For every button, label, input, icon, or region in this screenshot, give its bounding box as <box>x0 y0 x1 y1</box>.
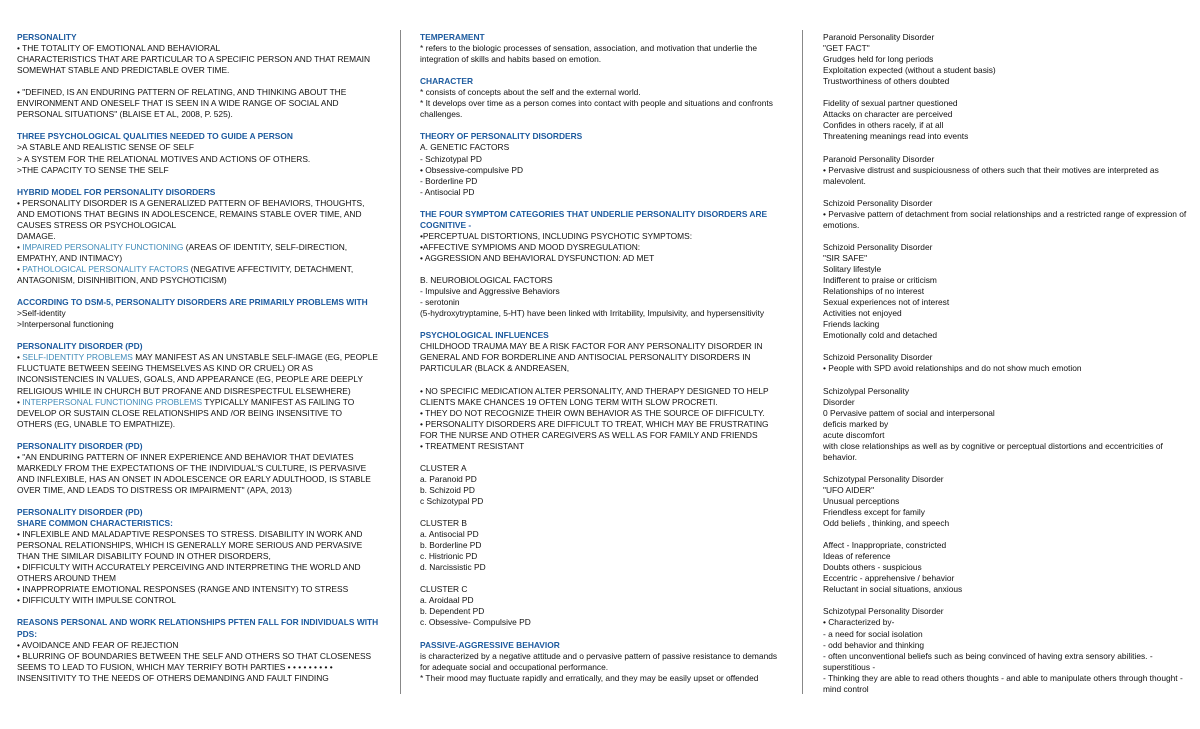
passive-aggressive-heading: PASSIVE-AGGRESSIVE BEHAVIOR <box>420 639 560 650</box>
cluster-c-item: c. Obsessive- Compulsive PD <box>420 617 531 628</box>
theory-item: • Obsessive-compulsive PD <box>420 164 523 175</box>
personality-text: CHARACTERISTICS THAT ARE PARTICULAR TO A SPECIFIC PERSON AND THAT REMAIN SOMEWHAT STABLE AND PREDICTABLE OVER TIME. <box>17 54 371 76</box>
cluster-b-item: d. Narcissistic PD <box>420 562 486 573</box>
neuro-item: B. NEUROBIOLOGICAL FACTORS <box>420 275 553 286</box>
character-text: * consists of concepts about the self and the external world. <box>420 87 641 98</box>
three-qualities-item: >A STABLE AND REALISTIC SENSE OF SELF <box>17 142 194 153</box>
pd-characteristic: • INFLEXIBLE AND MALADAPTIVE RESPONSES TO STRESS. DISABILITY IN WORK AND PERSONAL RELATIONSHIPS, WHICH IS GENERALLY MORE SERIOUS AND PERVASIVE THAN THE SIMILAR DISABILITY FOUND IN OTHER DISORDERS, <box>17 529 363 562</box>
pd-characteristic: • DIFFICULTY WITH IMPULSE CONTROL <box>17 595 176 606</box>
psychological-item: • NO SPECIFIC MEDICATION ALTER PERSONALITY, AND THERAPY DESIGNED TO HELP CLIENTS MAKE CHANCES 19 OFTEN LONG TERM WITH SLOW PROCRETI. <box>420 385 769 407</box>
schizotypal-item: - odd behavior and thinking <box>823 639 925 650</box>
pd-heading: PERSONALITY DISORDER (PD) <box>17 341 143 352</box>
schizotypal-item: Ideas of reference <box>823 551 891 562</box>
neuro-item: - serotonin <box>420 297 460 308</box>
column-middle <box>420 32 778 684</box>
schizoid-item: Friends lacking <box>823 319 880 330</box>
highlight-term: PATHOLOGICAL PERSONALITY FACTORS <box>22 263 189 274</box>
schizotypal-title: Schizolypal Personality <box>823 385 910 396</box>
schizotypal-item: 0 Pervasive pattem of social and interpersonal <box>823 407 995 418</box>
cluster-a-item: c Schizotypal PD <box>420 495 484 506</box>
pd-characteristic: • DIFFICULTY WITH ACCURATELY PERCEIVING AND INTERPRETING THE WORLD AND OTHERS AROUND THEM <box>17 562 361 584</box>
paranoid-item: Threatening meanings read into events <box>823 131 969 142</box>
personality-heading: PERSONALITY <box>17 32 77 42</box>
column-divider-left <box>400 30 401 694</box>
schizotypal-title: Schizotypal Personality Disorder <box>823 473 944 484</box>
column-right <box>823 32 1188 695</box>
cluster-a-item: a. Paranoid PD <box>420 473 477 484</box>
cluster-b-title: CLUSTER B <box>420 518 468 529</box>
reasons-heading: REASONS PERSONAL AND WORK RELATIONSHIPS PFTEN FALL FOR INDIVIDUALS WITH PDS: <box>17 617 379 639</box>
cluster-b-item: a. Antisocial PD <box>420 529 479 540</box>
paranoid-mnemonic: "GET FACT" <box>823 43 870 54</box>
pd-heading: PERSONALITY DISORDER (PD) <box>17 440 143 451</box>
character-text: * It develops over time as a person comes into contact with people and situations and confronts challenges. <box>420 98 773 120</box>
paranoid-definition: • Pervasive distrust and suspiciousness of others such that their motives are interpreted as malevolent. <box>823 164 1159 186</box>
paranoid-item: Confides in others racely, if at all <box>823 120 944 131</box>
dsm5-item: >Interpersonal functioning <box>17 319 114 330</box>
schizotypal-item: with close relationships as well as by cognitive or perceptual distortions and eccentricities of behavior. <box>823 440 1163 462</box>
personality-text: • THE TOTALITY OF EMOTIONAL AND BEHAVIORAL <box>17 43 221 54</box>
personality-definition: • "DEFINED, IS AN ENDURING PATTERN OF RELATING, AND THINKING ABOUT THE ENVIRONMENT AND ONESELF THAT IS SEEN IN A WIDE RANGE OF SOCIAL AND PERSONAL SITUATIONS" (BLAISE ET AL, 2008, P. 525). <box>17 87 347 120</box>
column-divider-right <box>802 30 803 694</box>
neuro-item: - Impulsive and Aggressive Behaviors <box>420 286 560 297</box>
schizoid-definition: • People with SPD avoid relationships and do not show much emotion <box>823 363 1082 374</box>
passive-aggressive-text: is characterized by a negative attitude and o pervasive pattern of passive resistance to demands for adequate social and occupational performance. <box>420 650 778 672</box>
pd-heading: PERSONALITY DISORDER (PD) <box>17 507 143 518</box>
schizotypal-item: Eccentric - apprehensive / behavior <box>823 573 955 584</box>
dsm5-heading: ACCORDING TO DSM-5, PERSONALITY DISORDERS ARE PRIMARILY PROBLEMS WITH <box>17 297 368 308</box>
hybrid-model-item: • IMPAIRED PERSONALITY FUNCTIONING (AREAS OF IDENTITY, SELF-DIRECTION, EMPATHY, AND INTIMACY) <box>17 241 348 263</box>
hybrid-model-text: DAMAGE. <box>17 230 56 241</box>
dsm5-item: >Self-identity <box>17 308 66 319</box>
schizotypal-item: - a need for social isolation <box>823 628 923 639</box>
schizotypal-item: deficis marked by <box>823 418 889 429</box>
paranoid-title: Paranoid Personality Disorder <box>823 32 935 42</box>
hybrid-model-text: • PERSONALITY DISORDER IS A GENERALIZED PATTERN OF BEHAVIORS, THOUGHTS, AND EMOTIONS THAT BEGINS IN ADOLESCENCE, REMAINS STABLE OVER TIME, AND CAUSES STRESS OR PSYCHOLOGICAL <box>17 197 365 230</box>
schizotypal-item: - Thinking they are able to read others thoughts - and able to manipulate others through thought - mind control <box>823 672 1183 694</box>
schizotypal-mnemonic: "UFO AIDER" <box>823 484 875 495</box>
psychological-heading: PSYCHOLOGICAL INFLUENCES <box>420 330 549 341</box>
paranoid-item: Trustworthiness of others doubted <box>823 76 950 87</box>
schizoid-mnemonic: "SIR SAFE" <box>823 252 868 263</box>
schizotypal-item: Reluctant in social situations, anxious <box>823 584 963 595</box>
reasons-item: • AVOIDANCE AND FEAR OF REJECTION <box>17 639 179 650</box>
schizotypal-title: Disorder <box>823 396 855 407</box>
highlight-term: INTERPERSONAL FUNCTIONING PROBLEMS <box>22 396 203 407</box>
paranoid-item: Exploitation expected (without a student basis) <box>823 65 996 76</box>
schizotypal-item: Odd beliefs , thinking, and speech <box>823 518 950 529</box>
cluster-a-title: CLUSTER A <box>420 462 467 473</box>
character-heading: CHARACTER <box>420 76 474 87</box>
column-left <box>17 32 379 684</box>
theory-item: - Antisocial PD <box>420 186 475 197</box>
psychological-text: CHILDHOOD TRAUMA MAY BE A RISK FACTOR FOR ANY PERSONALITY DISORDER IN GENERAL AND FOR BORDERLINE AND ANTISOCIAL PERSONALITY DISORDERS IN PARTICULAR (BLACK & ANDREASEN, <box>420 341 763 374</box>
schizoid-item: Emotionally cold and detached <box>823 330 938 341</box>
schizotypal-item: • Characterized by- <box>823 617 895 628</box>
schizotypal-item: Affect - Inappropriate, constricted <box>823 540 947 551</box>
hybrid-model-heading: HYBRID MODEL FOR PERSONALITY DISORDERS <box>17 186 216 197</box>
schizoid-item: Activities not enjoyed <box>823 308 902 319</box>
schizotypal-item: Unusual perceptions <box>823 495 900 506</box>
pd-characteristic: • INAPPROPRIATE EMOTIONAL RESPONSES (RANGE AND INTENSITY) TO STRESS <box>17 584 349 595</box>
schizoid-title: Schizoid Personality Disorder <box>823 241 933 252</box>
schizotypal-item: Doubts others - suspicious <box>823 562 922 573</box>
schizotypal-item: Friendless except for family <box>823 507 925 518</box>
passive-aggressive-text: * Their mood may fluctuate rapidly and erratically, and they may be easily upset or offended <box>420 672 759 683</box>
schizotypal-title: Schizotypal Personality Disorder <box>823 606 944 617</box>
pd-item: • SELF-IDENTITY PROBLEMS MAY MANIFEST AS AN UNSTABLE SELF-IMAGE (EG, PEOPLE FLUCTUATE BETWEEN SEEING THEMSELVES AS KIND OR CRUEL) OR AS INCONSISTENCIES IN VALUES, GOALS, AND APPEARANCE (EG, PEOPLE ARE DEEPLY RELIGIOUS WHILE IN CHURCH BUT PROFANE AND DISRESPECTFUL ELSEWHERE) <box>17 352 378 396</box>
cluster-a-item: b. Schizoid PD <box>420 484 475 495</box>
schizoid-title: Schizoid Personality Disorder <box>823 352 933 363</box>
three-qualities-heading: THREE PSYCHOLOGICAL QUALITIES NEEDED TO GUIDE A PERSON <box>17 131 293 142</box>
psychological-item: • PERSONALITY DISORDERS ARE DIFFICULT TO TREAT, WHICH MAY BE FRUSTRATING FOR THE NURSE AND OTHER CAREGIVERS AS WELL AS FOR FAMILY AND FRIENDS <box>420 418 769 440</box>
highlight-term: IMPAIRED PERSONALITY FUNCTIONING <box>22 241 184 252</box>
cluster-b-item: c. Histrionic PD <box>420 551 478 562</box>
four-symptoms-item: • AGGRESSION AND BEHAVIORAL DYSFUNCTION: AD MET <box>420 252 655 263</box>
schizotypal-item: - often unconventional beliefs such as being convinced of having extra sensory abilities. - superstitious - <box>823 650 1153 672</box>
theory-item: A. GENETIC FACTORS <box>420 142 510 153</box>
schizotypal-item: acute discomfort <box>823 429 885 440</box>
psychological-item: • THEY DO NOT RECOGNIZE THEIR OWN BEHAVIOR AS THE SOURCE OF DIFFICULTY. <box>420 407 765 418</box>
four-symptoms-item: •AFFECTIVE SYMPIOMS AND MOOD DYSREGULATION: <box>420 241 641 252</box>
paranoid-item: Attacks on character are perceived <box>823 109 953 120</box>
theory-item: - Borderline PD <box>420 175 478 186</box>
cluster-c-item: b. Dependent PD <box>420 606 485 617</box>
paranoid-title: Paranoid Personality Disorder <box>823 153 935 164</box>
four-symptoms-heading: THE FOUR SYMPTOM CATEGORIES THAT UNDERLIE PERSONALITY DISORDERS ARE COGNITIVE - <box>420 208 768 230</box>
highlight-term: SELF-IDENTITY PROBLEMS <box>22 352 133 363</box>
schizoid-item: Relationships of no interest <box>823 286 925 297</box>
reasons-item: • BLURRING OF BOUNDARIES BETWEEN THE SELF AND OTHERS SO THAT CLOSENESS SEEMS TO LEAD TO FUSION, WHICH MAY TERRIFY BOTH PARTIES • • • • • • • • • INSENSITIVITY TO THE NEEDS OF OTHERS DEMANDING AND FAULT FINDING <box>17 650 372 683</box>
hybrid-model-item: • PATHOLOGICAL PERSONALITY FACTORS (NEGATIVE AFFECTIVITY, DETACHMENT, ANTAGONISM, DISINHIBITION, AND PSYCHOTICISM) <box>17 263 354 286</box>
cluster-b-item: b. Borderline PD <box>420 540 482 551</box>
pd-subheading: SHARE COMMON CHARACTERISTICS: <box>17 518 173 529</box>
schizoid-item: Solitary lifestyle <box>823 263 882 274</box>
paranoid-item: Grudges held for long periods <box>823 54 934 65</box>
cluster-c-title: CLUSTER C <box>420 584 468 595</box>
three-qualities-item: > A SYSTEM FOR THE RELATIONAL MOTIVES AND ACTIONS OF OTHERS. <box>17 153 311 164</box>
schizoid-title: Schizoid Personality Disorder <box>823 197 933 208</box>
cluster-c-item: a. Aroidaal PD <box>420 595 474 606</box>
schizoid-definition: • Pervasive pattern of detachment from social relationships and a restricted range of expression of emotions. <box>823 208 1187 230</box>
neuro-item: (5-hydroxytryptamine, 5-HT) have been linked with Irritability, Impulsivity, and hypersensitivity <box>420 308 765 319</box>
temperament-heading: TEMPERAMENT <box>420 32 485 42</box>
four-symptoms-item: •PERCEPTUAL DISTORTIONS, INCLUDING PSYCHOTIC SYMPTOMS: <box>420 230 693 241</box>
psychological-item: • TREATMENT RESISTANT <box>420 440 525 451</box>
temperament-text: * refers to the biologic processes of sensation, association, and motivation that underlie the integration of skills and habits based on emotion. <box>420 43 758 65</box>
schizoid-item: Indifferent to praise or criticism <box>823 275 937 286</box>
pd-item: • INTERPERSONAL FUNCTIONING PROBLEMS TYPICALLY MANIFEST AS FAILING TO DEVELOP OR SUSTAIN CLOSE RELATIONSHIPS AND /OR BEING INSENSITIVE TO OTHERS (EG, UNABLE TO EMPATHIZE). <box>17 396 355 429</box>
paranoid-item: Fidelity of sexual partner questioned <box>823 98 958 109</box>
theory-item: - Schizotypal PD <box>420 153 482 164</box>
schizoid-item: Sexual experiences not of interest <box>823 297 950 308</box>
pd-definition: • "AN ENDURING PATTERN OF INNER EXPERIENCE AND BEHAVIOR THAT DEVIATES MARKEDLY FROM THE EXPECTATIONS OF THE INDIVIDUAL'S CULTURE, IS PERVASIVE AND INFLEXIBLE, HAS AN ONSET IN ADOLESCENCE OR EARLY ADULTHOOD, IS STABLE OVER TIME, AND LEADS TO DISTRESS OR IMPAIRMENT" (APA, 2013) <box>17 451 371 495</box>
three-qualities-item: >THE CAPACITY TO SENSE THE SELF <box>17 164 169 175</box>
theory-heading: THEORY OF PERSONALITY DISORDERS <box>420 131 583 142</box>
